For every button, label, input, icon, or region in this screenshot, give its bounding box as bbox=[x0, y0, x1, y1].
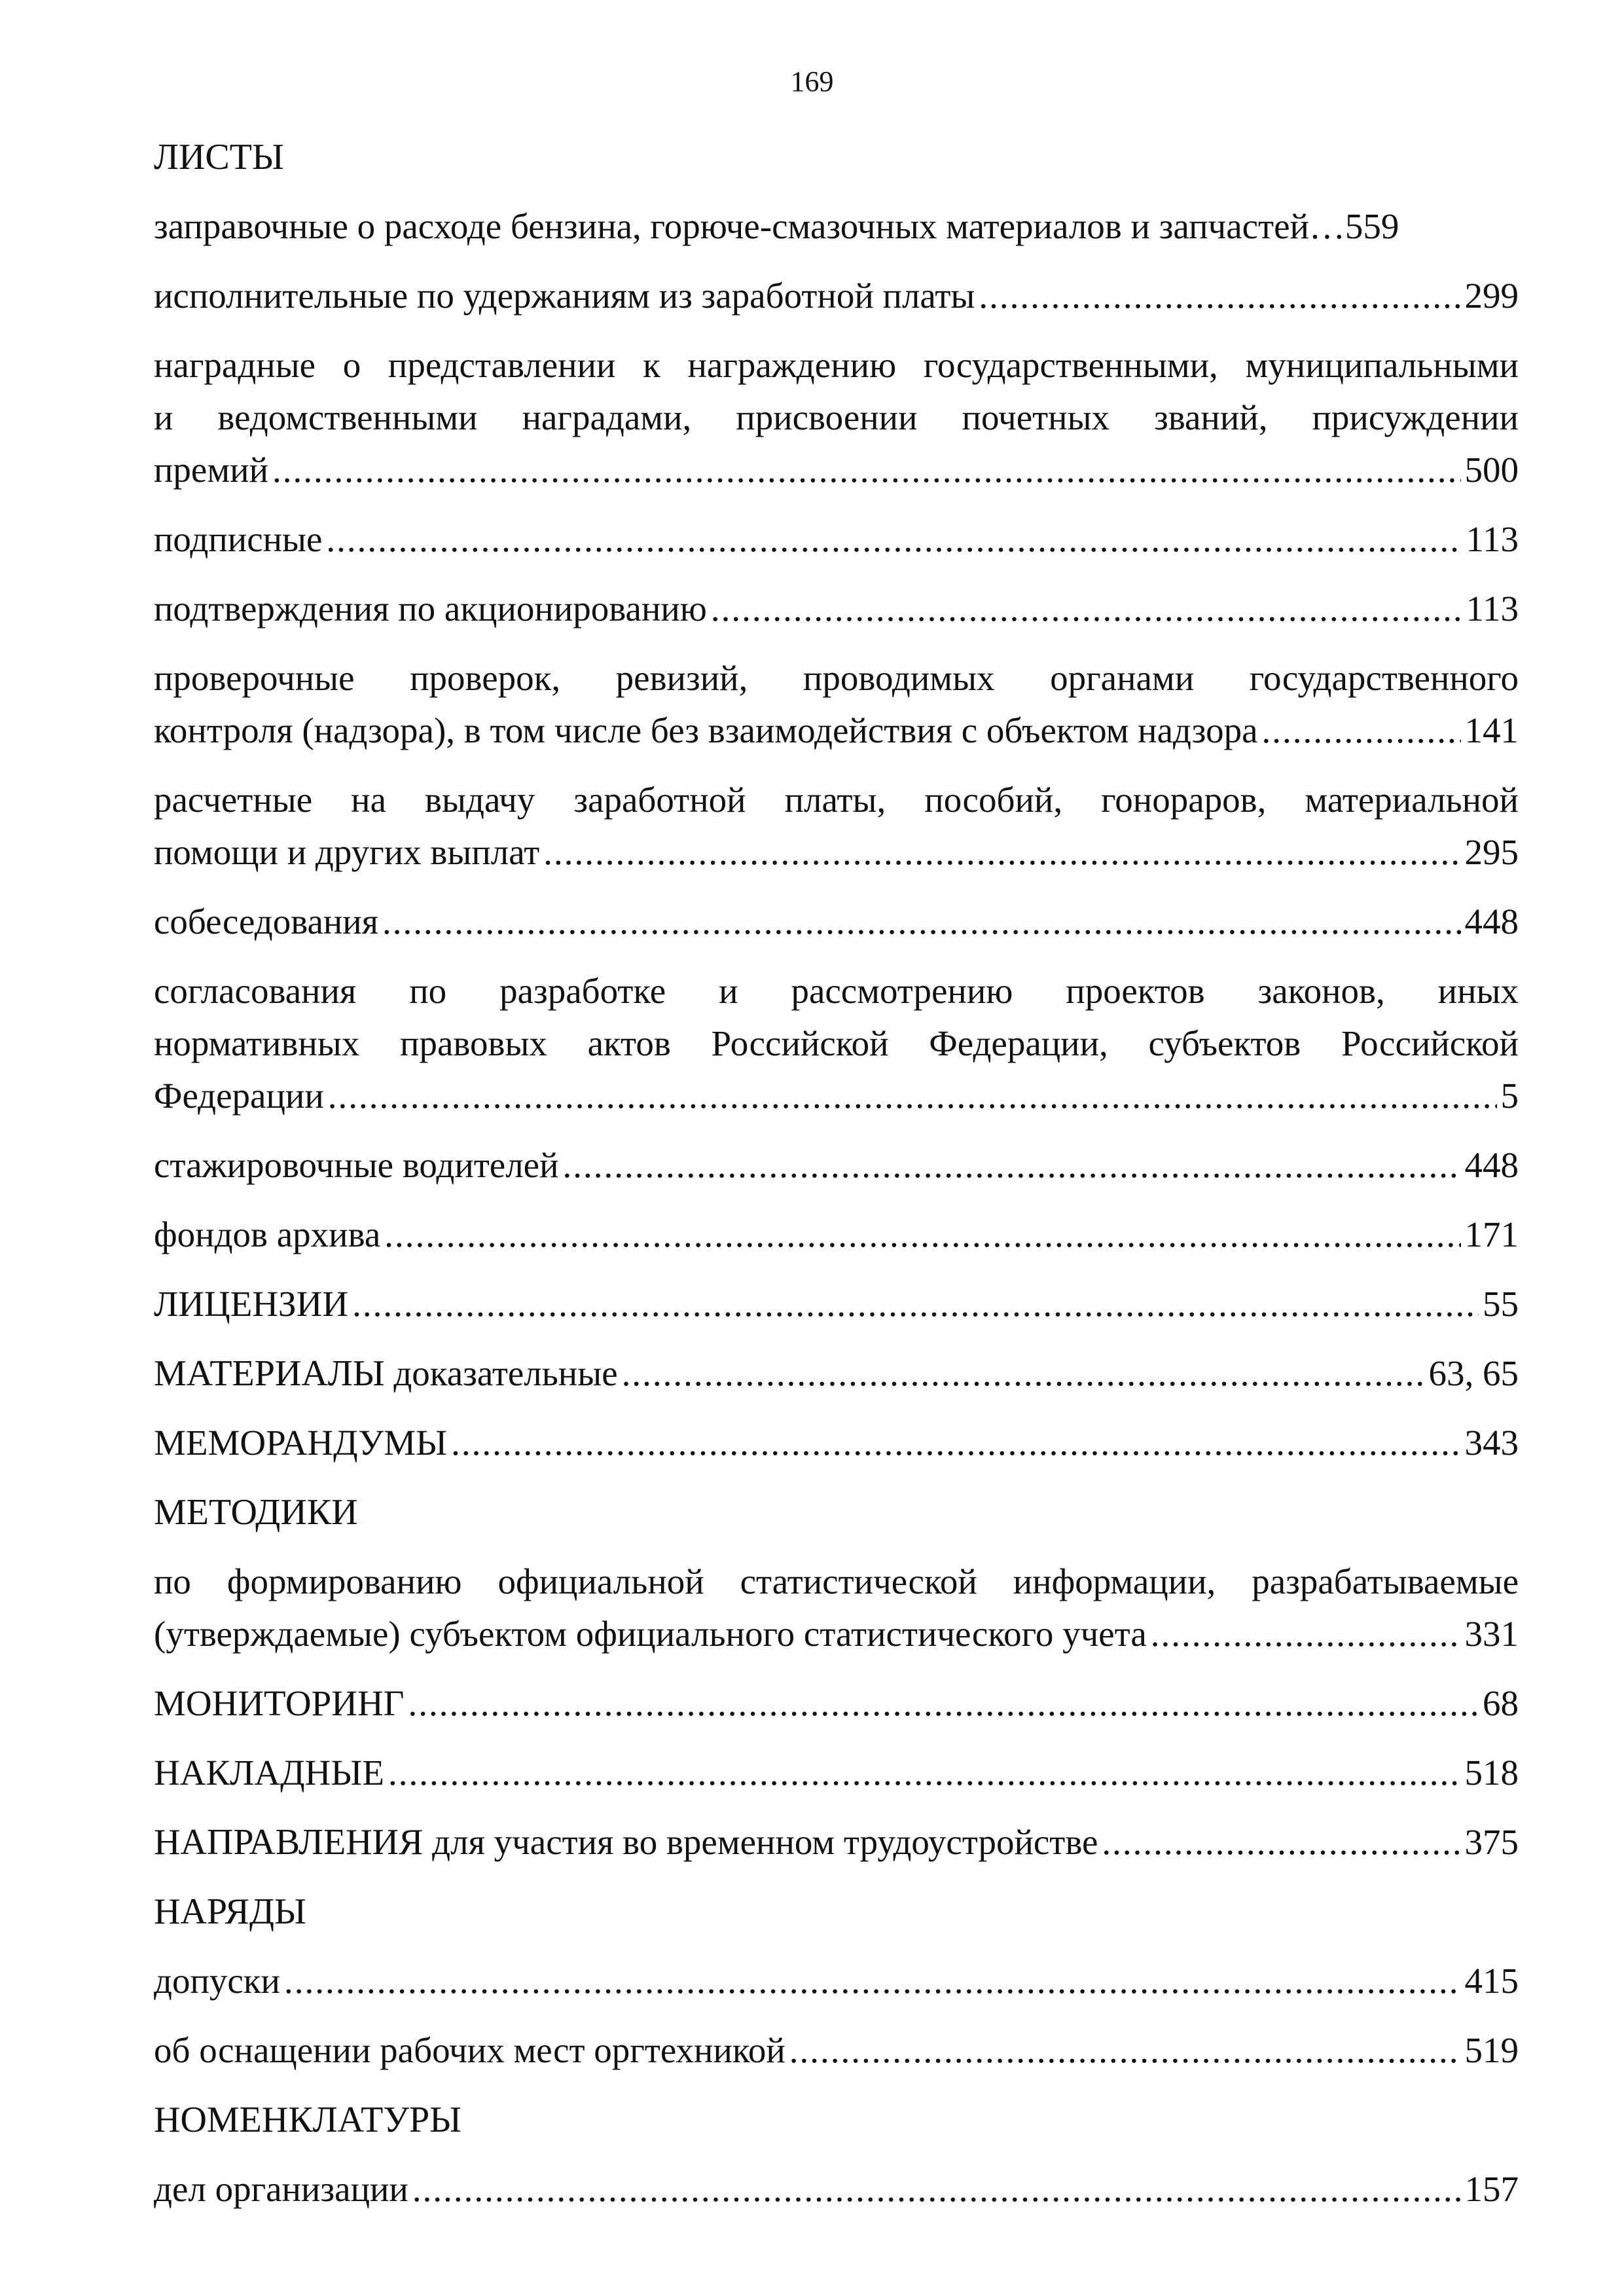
entry-page-ref: 331 bbox=[1464, 1614, 1519, 1654]
dot-leader bbox=[328, 1070, 1497, 1122]
dot-leader bbox=[451, 1417, 1460, 1469]
index-entry bbox=[154, 1556, 1519, 1660]
index-line bbox=[154, 1278, 1519, 1330]
index-heading-licenzii: ЛИЦЕНЗИИ bbox=[154, 1284, 349, 1324]
index-entry bbox=[154, 1677, 1519, 1730]
entry-text: об оснащении рабочих мест оргтехникой bbox=[154, 2030, 785, 2070]
entry-text: допуски bbox=[154, 1961, 280, 2001]
entry-page-ref: 295 bbox=[1464, 832, 1519, 872]
entry-text bbox=[154, 1816, 1098, 1868]
dot-leader bbox=[563, 1139, 1461, 1192]
entry-page-ref: 113 bbox=[1466, 589, 1519, 629]
entry-text: подписные bbox=[154, 519, 323, 559]
entry-page-ref: 448 bbox=[1464, 1145, 1519, 1185]
index-line bbox=[154, 1747, 1519, 1799]
entry-text-line: по формированию официальной статистической информации, разрабатываемые bbox=[154, 1561, 1519, 1601]
index-line bbox=[154, 826, 1519, 879]
entry-page-ref: 375 bbox=[1464, 1822, 1519, 1862]
entry-page-ref: 113 bbox=[1466, 519, 1519, 559]
index-line bbox=[154, 1347, 1519, 1400]
index-entry bbox=[154, 270, 1519, 322]
index-line bbox=[154, 1816, 1519, 1868]
index-line bbox=[154, 704, 1519, 757]
index-heading-metodiki: МЕТОДИКИ bbox=[154, 1492, 358, 1533]
index-entry bbox=[154, 1747, 1519, 1799]
dot-leader bbox=[979, 270, 1460, 322]
index-line bbox=[154, 1209, 1519, 1261]
index-heading-napravleniya: НАПРАВЛЕНИЯ bbox=[154, 1822, 424, 1863]
entry-text: стажировочные водителей bbox=[154, 1145, 559, 1185]
index-entry bbox=[154, 1139, 1519, 1192]
entry-subtext: доказательные bbox=[393, 1353, 618, 1393]
dot-leader bbox=[789, 2024, 1461, 2077]
entry-text-line: и ведомственными наградами, присвоении почетных званий, присуждении bbox=[154, 397, 1519, 437]
index-entry bbox=[154, 339, 1519, 496]
entry-page-ref: 141 bbox=[1464, 710, 1519, 750]
entry-text: контроля (надзора), в том числе без взаимодействия с объектом надзора bbox=[154, 710, 1258, 750]
dot-leader bbox=[622, 1347, 1425, 1400]
index-entry bbox=[154, 965, 1519, 1122]
dot-leader bbox=[412, 2163, 1461, 2215]
index-line bbox=[154, 1608, 1519, 1660]
entry-page-ref: 5 bbox=[1500, 1076, 1519, 1116]
index-entry bbox=[154, 1816, 1519, 1868]
index-line bbox=[154, 444, 1519, 496]
index-heading-listy: ЛИСТЫ bbox=[154, 137, 284, 177]
entry-page-ref: 68 bbox=[1483, 1683, 1519, 1723]
dot-leader bbox=[384, 1209, 1460, 1261]
entry-text: заправочные о расходе бензина, горюче-смазочных материалов и запчастей…559 bbox=[154, 206, 1399, 246]
index-entry bbox=[154, 2024, 1519, 2077]
entry-page-ref: 448 bbox=[1464, 902, 1519, 941]
index-line bbox=[154, 2163, 1519, 2215]
index-entry bbox=[154, 1417, 1519, 1469]
index-line bbox=[154, 1955, 1519, 2007]
index-heading-memorandumy: МЕМОРАНДУМЫ bbox=[154, 1423, 448, 1463]
index-line bbox=[154, 200, 1519, 253]
index-entry bbox=[154, 2163, 1519, 2215]
index-heading-naryady: НАРЯДЫ bbox=[154, 1891, 306, 1932]
page-number: 169 bbox=[790, 65, 834, 98]
entry-page-ref: 519 bbox=[1464, 2030, 1519, 2070]
entry-text-line: проверочные проверок, ревизий, проводимых органами государственного bbox=[154, 658, 1519, 698]
index-entry bbox=[154, 1347, 1519, 1400]
dot-leader bbox=[284, 1955, 1461, 2007]
entry-page-ref: 500 bbox=[1464, 450, 1519, 490]
dot-leader bbox=[382, 896, 1460, 948]
entry-text: исполнительные по удержаниям из заработной платы bbox=[154, 276, 975, 316]
index-entry bbox=[154, 652, 1519, 757]
index-line bbox=[154, 513, 1519, 566]
entry-text: премий bbox=[154, 450, 269, 490]
index-line bbox=[154, 896, 1519, 948]
dot-leader bbox=[1262, 704, 1461, 757]
index-line bbox=[154, 583, 1519, 635]
index-heading-monitoring: МОНИТОРИНГ bbox=[154, 1683, 405, 1723]
entry-page-ref: 518 bbox=[1464, 1753, 1519, 1793]
dot-leader bbox=[272, 444, 1460, 496]
entry-text: Федерации bbox=[154, 1076, 324, 1116]
entry-page-ref: 63, 65 bbox=[1428, 1353, 1519, 1393]
index-heading-nakladnye: НАКЛАДНЫЕ bbox=[154, 1753, 384, 1793]
index-line bbox=[154, 1070, 1519, 1122]
index-entry bbox=[154, 513, 1519, 566]
index-heading-materialy: МАТЕРИАЛЫ bbox=[154, 1353, 385, 1394]
index-line bbox=[154, 1677, 1519, 1730]
dot-leader bbox=[388, 1747, 1461, 1799]
entry-text: подтверждения по акционированию bbox=[154, 589, 707, 629]
index-entry bbox=[154, 896, 1519, 948]
index-entry bbox=[154, 1278, 1519, 1330]
entry-text-line: расчетные на выдачу заработной платы, пособий, гонораров, материальной bbox=[154, 780, 1519, 820]
entry-subtext: для участия во временном трудоустройстве bbox=[432, 1822, 1098, 1862]
index-entry bbox=[154, 774, 1519, 879]
entry-text-line: нормативных правовых актов Российской Федерации, субъектов Российской bbox=[154, 1023, 1519, 1063]
index-entry bbox=[154, 583, 1519, 635]
entry-page-ref: 171 bbox=[1464, 1214, 1519, 1254]
index-entry bbox=[154, 200, 1519, 253]
entry-text: фондов архива bbox=[154, 1214, 381, 1254]
dot-leader bbox=[1102, 1816, 1460, 1868]
entry-text-line: наградные о представлении к награждению государственными, муниципальными bbox=[154, 345, 1519, 385]
index-line bbox=[154, 270, 1519, 322]
dot-leader bbox=[1151, 1608, 1461, 1660]
dot-leader bbox=[352, 1278, 1479, 1330]
entry-text: собеседования bbox=[154, 902, 379, 941]
entry-page-ref: 343 bbox=[1464, 1423, 1519, 1463]
index-line bbox=[154, 1417, 1519, 1469]
entry-page-ref: 299 bbox=[1464, 276, 1519, 316]
entry-text: помощи и других выплат bbox=[154, 832, 540, 872]
entry-text: дел организации bbox=[154, 2169, 408, 2209]
index-content bbox=[154, 131, 1519, 2232]
entry-page-ref: 415 bbox=[1464, 1961, 1519, 2001]
dot-leader bbox=[543, 826, 1460, 879]
entry-text-line: согласования по разработке и рассмотрению проектов законов, иных bbox=[154, 971, 1519, 1011]
index-line bbox=[154, 2024, 1519, 2077]
dot-leader bbox=[408, 1677, 1479, 1730]
index-line bbox=[154, 1139, 1519, 1192]
entry-page-ref: 55 bbox=[1483, 1284, 1519, 1324]
dot-leader bbox=[326, 513, 1462, 566]
entry-text bbox=[154, 1347, 618, 1400]
dot-leader bbox=[711, 583, 1462, 635]
entry-text: (утверждаемые) субъектом официального статистического учета bbox=[154, 1614, 1147, 1654]
entry-page-ref: 157 bbox=[1464, 2169, 1519, 2209]
index-heading-nomenklatury: НОМЕНКЛАТУРЫ bbox=[154, 2100, 462, 2140]
index-entry bbox=[154, 1209, 1519, 1261]
index-entry bbox=[154, 1955, 1519, 2007]
